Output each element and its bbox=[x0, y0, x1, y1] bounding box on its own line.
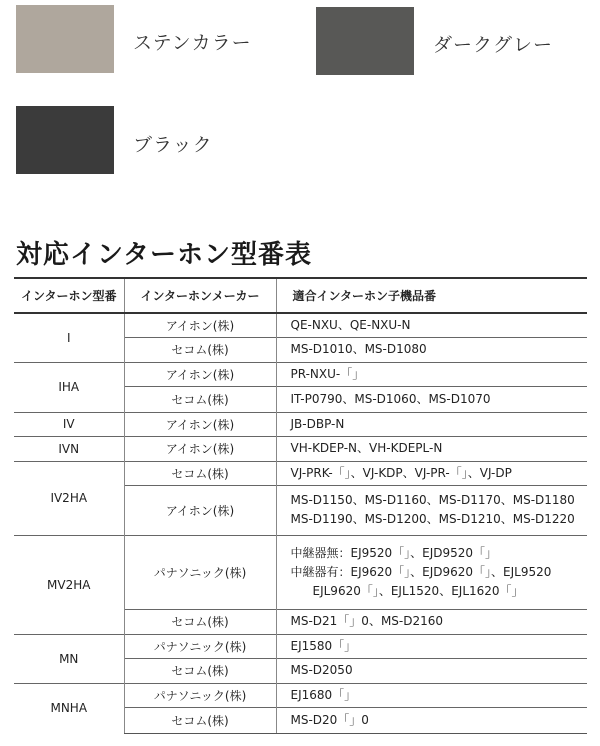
maker-cell: アイホン(株) bbox=[124, 412, 276, 436]
table-row bbox=[14, 634, 587, 658]
model-line: QE-NXU、QE-NXU-N bbox=[290, 317, 411, 332]
table-row bbox=[14, 313, 587, 337]
model-line: EJL9620「」、EJL1520、EJL1620「」 bbox=[312, 583, 524, 598]
column-header-maker: インターホンメーカー bbox=[124, 278, 276, 313]
compatible-models-cell bbox=[276, 609, 587, 634]
table-row bbox=[14, 535, 587, 609]
compatible-models-cell bbox=[276, 337, 587, 362]
color-label-black: ブラック bbox=[133, 134, 213, 156]
compatible-models-cell bbox=[276, 313, 587, 337]
compatible-models-cell bbox=[276, 412, 587, 436]
maker-cell: アイホン(株) bbox=[124, 485, 276, 535]
intercom-type-cell: I bbox=[14, 313, 124, 362]
table-row bbox=[14, 683, 587, 707]
maker-cell: セコム(株) bbox=[124, 658, 276, 683]
maker-cell: セコム(株) bbox=[124, 609, 276, 634]
model-line: 中継器無：EJ9520「」、EJD9520「」 bbox=[290, 545, 498, 560]
maker-cell: アイホン(株) bbox=[124, 436, 276, 461]
intercom-type-cell: IV2HA bbox=[14, 461, 124, 535]
maker-cell: アイホン(株) bbox=[124, 313, 276, 337]
model-line: MS-D20「」0 bbox=[290, 712, 369, 727]
compatible-models-cell bbox=[276, 436, 587, 461]
compatible-models-cell bbox=[276, 485, 587, 535]
table-row bbox=[14, 436, 587, 461]
table-row bbox=[14, 412, 587, 436]
table-body bbox=[14, 313, 587, 733]
model-line: EJ1580「」 bbox=[290, 638, 357, 653]
model-line: IT-P0790、MS-D1060、MS-D1070 bbox=[290, 391, 491, 406]
section-heading: 対応インターホン型番表 bbox=[16, 240, 312, 270]
column-header-models: 適合インターホン子機品番 bbox=[276, 278, 587, 313]
column-header-type: インターホン型番 bbox=[14, 278, 124, 313]
table-row bbox=[14, 362, 587, 386]
compatible-models-cell bbox=[276, 707, 587, 733]
color-label-dark-gray: ダークグレー bbox=[433, 34, 554, 56]
intercom-compatibility-table bbox=[14, 277, 587, 734]
intercom-type-cell: IV bbox=[14, 412, 124, 436]
color-swatch-black bbox=[16, 106, 114, 174]
model-line: VJ-PRK-「」、VJ-KDP、VJ-PR-「」、VJ-DP bbox=[290, 465, 512, 480]
intercom-type-cell: IVN bbox=[14, 436, 124, 461]
model-line: MS-D21「」0、MS-D2160 bbox=[290, 614, 444, 628]
compatible-models-cell bbox=[276, 461, 587, 485]
color-label-stain: ステンカラー bbox=[133, 32, 252, 54]
intercom-type-cell: MNHA bbox=[14, 683, 124, 733]
model-line: MS-D1010、MS-D1080 bbox=[290, 342, 427, 356]
maker-cell: セコム(株) bbox=[124, 707, 276, 733]
model-line: EJ1680「」 bbox=[290, 687, 357, 702]
model-line: PR-NXU-「」 bbox=[290, 366, 365, 381]
maker-cell: パナソニック(株) bbox=[124, 634, 276, 658]
model-line: MS-D2050 bbox=[290, 663, 353, 677]
model-line: MS-D1190、MS-D1200、MS-D1210、MS-D1220 bbox=[290, 512, 575, 526]
model-line: VH-KDEP-N、VH-KDEPL-N bbox=[290, 441, 443, 455]
compatible-models-cell bbox=[276, 658, 587, 683]
model-line: 中継器有：EJ9620「」、EJD9620「」、EJL9520 bbox=[290, 564, 552, 579]
table-row bbox=[14, 461, 587, 485]
compatible-models-cell bbox=[276, 386, 587, 412]
intercom-type-cell: IHA bbox=[14, 362, 124, 412]
model-line: MS-D1150、MS-D1160、MS-D1170、MS-D1180 bbox=[290, 493, 575, 507]
intercom-type-cell: MN bbox=[14, 634, 124, 683]
compatible-models-cell bbox=[276, 362, 587, 386]
compatible-models-cell bbox=[276, 634, 587, 658]
maker-cell: セコム(株) bbox=[124, 386, 276, 412]
compatible-models-cell bbox=[276, 683, 587, 707]
maker-cell: パナソニック(株) bbox=[124, 683, 276, 707]
compatible-models-cell bbox=[276, 535, 587, 609]
table-header-row bbox=[14, 278, 587, 313]
maker-cell: セコム(株) bbox=[124, 461, 276, 485]
maker-cell: セコム(株) bbox=[124, 337, 276, 362]
color-swatch-dark-gray bbox=[316, 7, 414, 75]
color-swatch-stain bbox=[16, 5, 114, 73]
model-line: JB-DBP-N bbox=[290, 416, 345, 431]
maker-cell: パナソニック(株) bbox=[124, 535, 276, 609]
maker-cell: アイホン(株) bbox=[124, 362, 276, 386]
intercom-type-cell: MV2HA bbox=[14, 535, 124, 634]
